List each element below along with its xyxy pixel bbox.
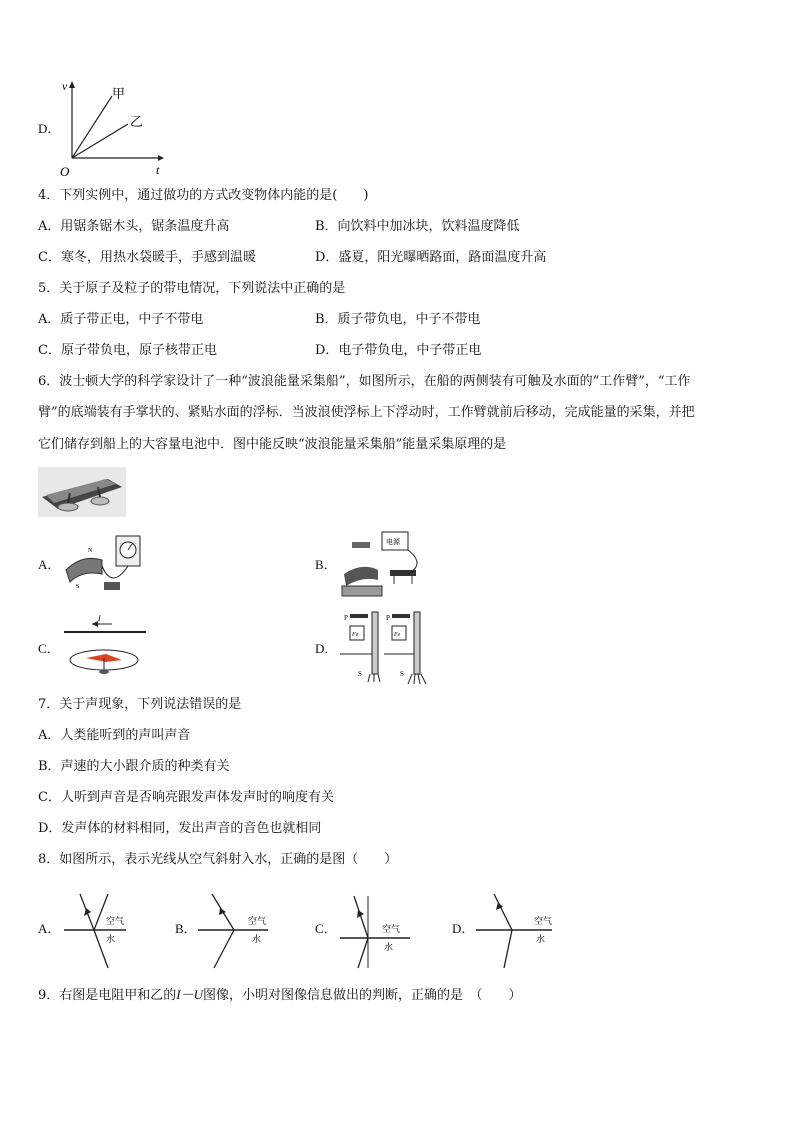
q8-option-c-label: C． — [315, 921, 337, 936]
q4-option-d: D．盛夏，阳光曝晒路面，路面温度升高 — [315, 250, 547, 265]
q4-option-a: A．用锯条锯木头，锯条温度升高 — [38, 219, 230, 234]
q6-option-a-figure — [62, 530, 148, 598]
p-label-left: P — [344, 614, 348, 622]
graph-o-label: O — [60, 164, 70, 178]
q5-option-a: A．质子带正电，中子不带电 — [38, 312, 204, 327]
q8-option-b-figure — [198, 888, 282, 972]
q8-option-d-label: D． — [452, 921, 475, 936]
q4-option-c: C．寒冬，用热水袋暖手，手感到温暖 — [38, 250, 256, 265]
fe-label-left: Fe — [352, 632, 359, 638]
q6-option-d-figure — [340, 606, 430, 686]
q6-option-c-figure — [62, 612, 148, 682]
q7-stem: 7．关于声现象，下列说法错误的是 — [38, 697, 242, 712]
q3-vt-graph — [58, 78, 168, 178]
electromagnet-left — [340, 612, 380, 682]
q6-stem-line3: 它们储存到船上的大容量电池中．图中能反映“波浪能量采集船”能量采集原理的是 — [38, 437, 507, 452]
q9-stem-math: I－U — [176, 987, 203, 1002]
q5-option-b: B．质子带负电，中子不带电 — [315, 312, 481, 327]
air-label: 空气 — [106, 916, 125, 926]
graph-t-label: t — [156, 163, 160, 177]
fe-label-right: Fe — [394, 632, 401, 638]
q5-option-d: D．电子带负电，中子带正电 — [315, 343, 482, 358]
q6-option-b-label: B． — [315, 557, 337, 572]
q8-option-c-figure — [338, 888, 422, 972]
air-label: 空气 — [534, 916, 553, 926]
q6-option-a-label: A． — [38, 557, 61, 572]
q6-option-c-label: C． — [38, 641, 60, 656]
air-label: 空气 — [248, 916, 267, 926]
q6-stem-line1: 6．波士顿大学的科学家设计了一种“波浪能量采集船”，如图所示，在船的两侧装有可触及水面的“工作臂”，“工作 — [38, 374, 691, 389]
p-label-right: P — [386, 614, 390, 622]
s-label-right: S — [400, 670, 404, 678]
q5-stem: 5．关于原子及粒子的带电情况，下列说法中正确的是 — [38, 281, 346, 296]
q8-option-a-figure — [64, 888, 144, 972]
water-label: 水 — [252, 934, 262, 944]
q7-option-d: D．发声体的材料相同，发出声音的音色也就相同 — [38, 821, 322, 836]
water-label: 水 — [536, 934, 546, 944]
q9-stem-suffix: 图像，小明对图像信息做出的判断，正确的是 （ ） — [203, 988, 522, 1003]
power-source-label: 电源 — [386, 538, 400, 546]
q4-stem: 4．下列实例中，通过做功的方式改变物体内能的是( ) — [38, 188, 369, 203]
graph-jia-label: 甲 — [112, 86, 126, 101]
electromagnet-right — [384, 612, 426, 684]
q7-option-c: C．人听到声音是否响亮跟发声体发声时的响度有关 — [38, 790, 334, 805]
air-label: 空气 — [382, 924, 401, 934]
q6-option-d-label: D． — [315, 641, 338, 656]
q4-option-b: B．向饮料中加冰块，饮料温度降低 — [315, 219, 520, 234]
q9-stem — [38, 986, 522, 1005]
water-label: 水 — [106, 934, 116, 944]
s-label-left: S — [358, 670, 362, 678]
svg-text:S: S — [76, 584, 80, 590]
q8-option-d-figure — [476, 888, 570, 972]
graph-yi-label: 乙 — [130, 114, 144, 129]
q6-stem-line2: 臂”的底端装有手掌状的、紧贴水面的浮标．当波浪使浮标上下浮动时，工作臂就前后移动，完成能量的采集，并把 — [38, 405, 695, 420]
q5-option-c: C．原子带负电，原子核带正电 — [38, 343, 217, 358]
q8-option-a-label: A． — [38, 921, 61, 936]
water-label: 水 — [384, 942, 394, 952]
q8-stem: 8．如图所示，表示光线从空气斜射入水，正确的是图（ ） — [38, 852, 398, 867]
q7-option-b: B．声速的大小跟介质的种类有关 — [38, 759, 230, 774]
q7-option-a: A．人类能听到的声叫声音 — [38, 728, 191, 743]
graph-v-label: v — [62, 79, 68, 93]
q9-stem-prefix: 9．右图是电阻甲和乙的 — [38, 988, 177, 1003]
q6-option-b-figure — [338, 528, 428, 600]
q3-option-d-label: D． — [38, 121, 61, 136]
current-label: I — [98, 614, 101, 623]
svg-text:N: N — [88, 548, 93, 554]
q8-option-b-label: B． — [175, 921, 197, 936]
wave-energy-boat-image — [38, 467, 126, 517]
